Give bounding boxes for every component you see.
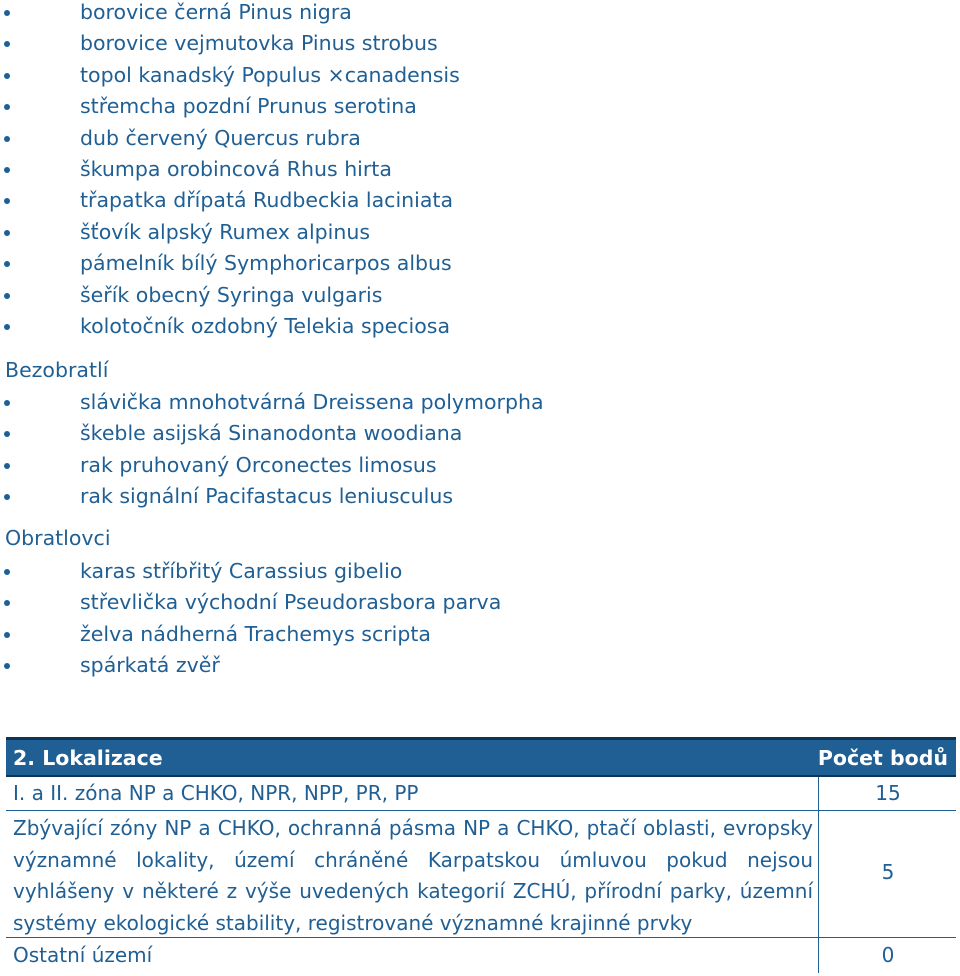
bullet-icon <box>4 10 10 16</box>
bullet-icon <box>4 136 10 142</box>
row-label: Zbývající zóny NP a CHKO, ochranná pásma NP a CHKO, ptačí oblasti, evropsky významné lokality, území chráněné Karpatskou úmluvou pokud nejsou vyhlášeny v některé z výše uvedených kategorií ZCHÚ, přírodní parky, územní systémy ekologické stability, registrované významné krajinné prvky <box>13 816 813 935</box>
bullet-icon <box>4 494 10 500</box>
localization-table <box>6 737 956 973</box>
bullet-icon <box>4 104 10 110</box>
row-label: I. a II. zóna NP a CHKO, NPR, NPP, PR, PP <box>13 781 419 805</box>
bullet-icon <box>4 261 10 267</box>
section-heading-vertebrates: Obratlovci <box>5 526 111 550</box>
bullet-icon <box>4 569 10 575</box>
invertebrate-list <box>0 387 960 513</box>
list-item: spárkatá zvěř <box>0 650 960 681</box>
bullet-icon <box>4 73 10 79</box>
bullet-icon <box>4 41 10 47</box>
list-item: borovice vejmutovka Pinus strobus <box>0 28 960 59</box>
table-header-points: Počet bodů <box>817 746 948 770</box>
list-item: borovice černá Pinus nigra <box>0 0 960 28</box>
bullet-icon <box>4 463 10 469</box>
table-row <box>6 777 956 811</box>
row-points: 5 <box>881 860 895 884</box>
row-points: 0 <box>881 943 895 967</box>
list-item: šťovík alpský Rumex alpinus <box>0 217 960 248</box>
bullet-icon <box>4 167 10 173</box>
column-divider <box>818 777 819 973</box>
list-item: střevlička východní Pseudorasbora parva <box>0 587 960 618</box>
bullet-icon <box>4 632 10 638</box>
bullet-icon <box>4 600 10 606</box>
row-label: Ostatní území <box>13 943 153 967</box>
plant-list <box>0 0 960 342</box>
bullet-icon <box>4 293 10 299</box>
list-item: topol kanadský Populus ×canadensis <box>0 60 960 91</box>
section-heading-invertebrates: Bezobratlí <box>5 358 109 382</box>
list-item: třapatka dřípatá Rudbeckia laciniata <box>0 185 960 216</box>
table-row <box>6 938 956 973</box>
table-header-localization: 2. Lokalizace <box>13 746 163 770</box>
list-item: škeble asijská Sinanodonta woodiana <box>0 418 960 449</box>
bullet-icon <box>4 663 10 669</box>
list-item: šeřík obecný Syringa vulgaris <box>0 280 960 311</box>
table-row <box>6 811 956 938</box>
vertebrate-list <box>0 556 960 682</box>
list-item: dub červený Quercus rubra <box>0 123 960 154</box>
list-item: karas stříbřitý Carassius gibelio <box>0 556 960 587</box>
list-item: střemcha pozdní Prunus serotina <box>0 91 960 122</box>
bullet-icon <box>4 431 10 437</box>
list-item: pámelník bílý Symphoricarpos albus <box>0 248 960 279</box>
bullet-icon <box>4 400 10 406</box>
list-item: rak signální Pacifastacus leniusculus <box>0 481 960 512</box>
list-item: želva nádherná Trachemys scripta <box>0 619 960 650</box>
list-item: slávička mnohotvárná Dreissena polymorpha <box>0 387 960 418</box>
list-item: škumpa orobincová Rhus hirta <box>0 154 960 185</box>
bullet-icon <box>4 324 10 330</box>
list-item: kolotočník ozdobný Telekia speciosa <box>0 311 960 342</box>
table-header <box>6 737 956 777</box>
row-points: 15 <box>875 781 901 805</box>
bullet-icon <box>4 198 10 204</box>
list-item: rak pruhovaný Orconectes limosus <box>0 450 960 481</box>
bullet-icon <box>4 230 10 236</box>
